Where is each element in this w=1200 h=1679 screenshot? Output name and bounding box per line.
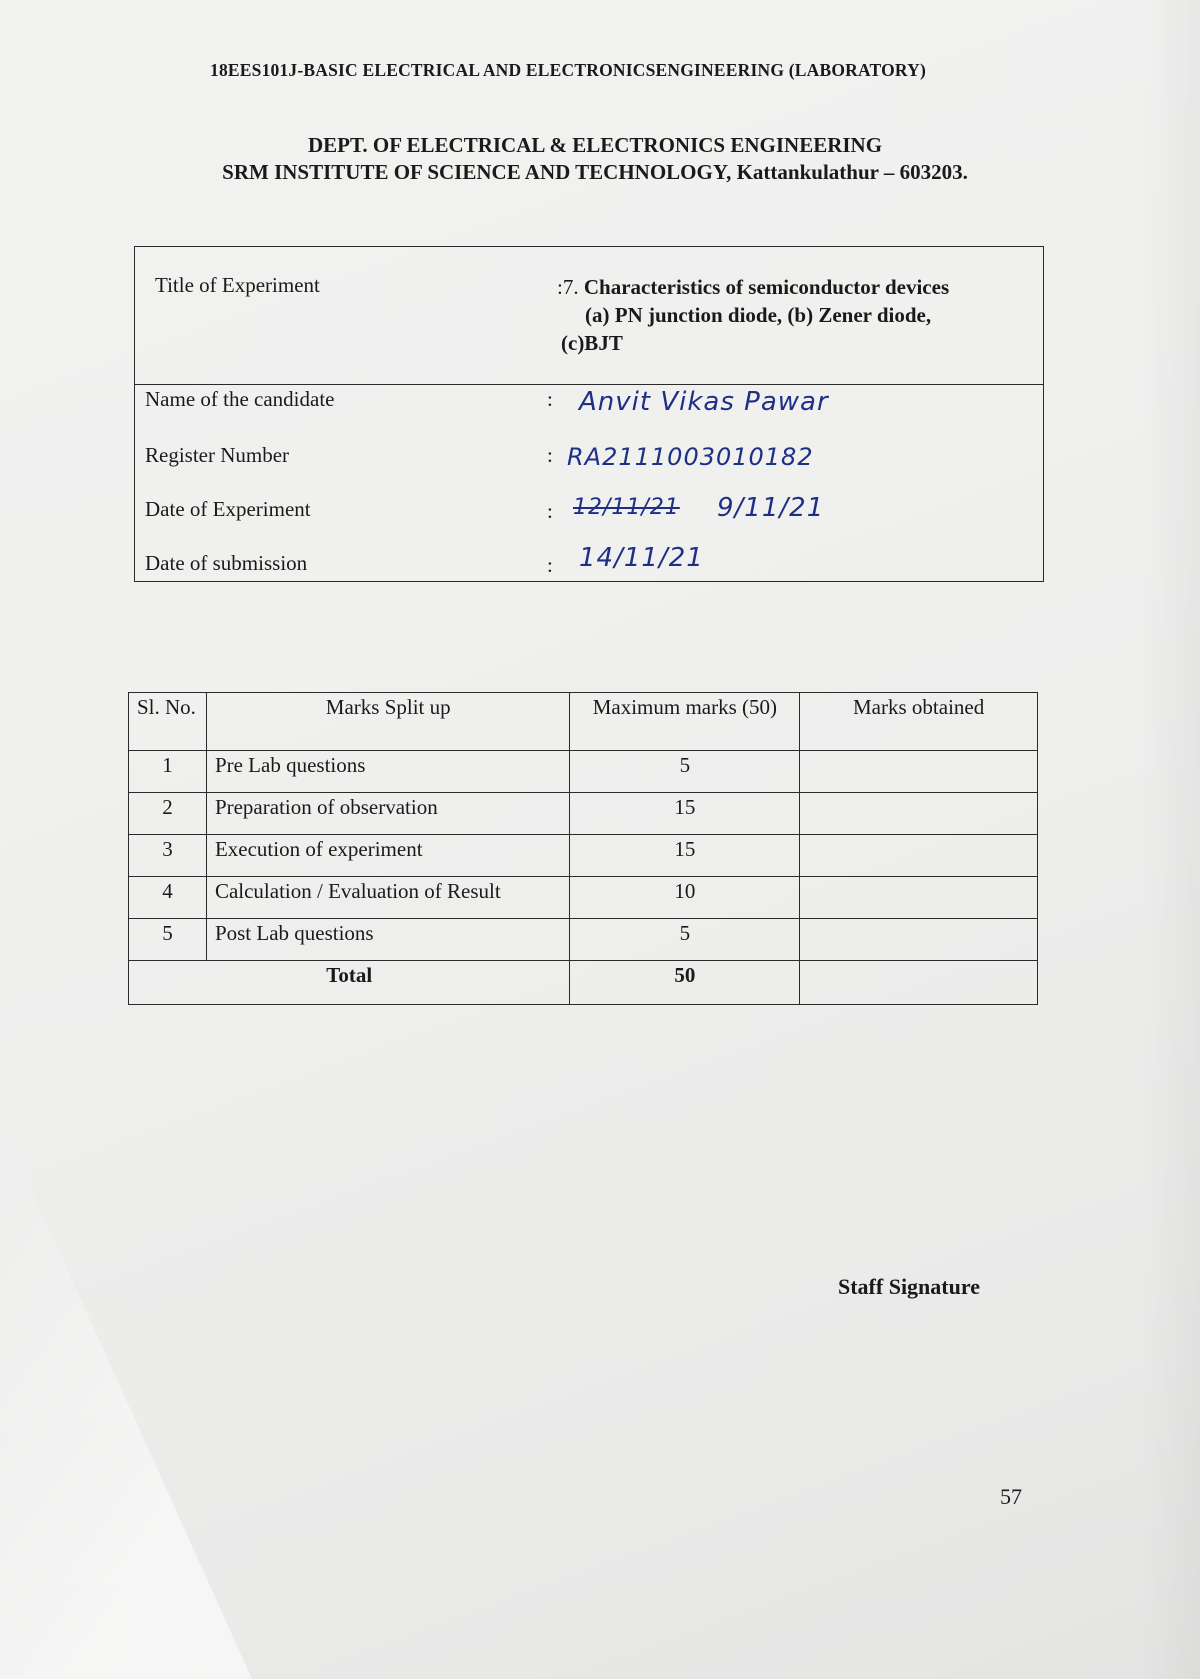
- row-obtained: [800, 751, 1038, 793]
- title-prefix: :7.: [557, 275, 584, 299]
- table-row: [129, 835, 1038, 877]
- info-divider: [135, 384, 1043, 385]
- table-row: [129, 793, 1038, 835]
- header-marks-split: Marks Split up: [206, 693, 570, 751]
- register-colon: :: [547, 443, 553, 467]
- row-number: 2: [129, 793, 207, 835]
- title-line-2: (a) PN junction diode, (b) Zener diode,: [585, 303, 932, 327]
- row-obtained: [800, 919, 1038, 961]
- row-obtained: [800, 877, 1038, 919]
- header-marks-obtained: Marks obtained: [800, 693, 1038, 751]
- title-line-1: Characteristics of semiconductor devices: [583, 275, 950, 299]
- row-item: Calculation / Evaluation of Result: [206, 877, 570, 919]
- row-max: 10: [570, 877, 800, 919]
- course-title: 18EES101J-BASIC ELECTRICAL AND ELECTRONICSENGINEERING (LABORATORY): [210, 60, 926, 80]
- experiment-info-box: [134, 246, 1044, 582]
- total-obtained: [800, 961, 1038, 1005]
- register-number: RA2111003010182: [567, 443, 814, 471]
- row-max: 5: [570, 919, 800, 961]
- name-label: Name of the candidate: [145, 387, 335, 411]
- marks-table: [128, 692, 1038, 1005]
- header-sl-no: Sl. No.: [129, 693, 207, 751]
- date-submission-value: 14/11/21: [579, 543, 704, 573]
- row-max: 5: [570, 751, 800, 793]
- date-experiment-value: 9/11/21: [717, 493, 825, 523]
- register-label: Register Number: [145, 443, 290, 467]
- row-obtained: [800, 835, 1038, 877]
- experiment-title: [557, 273, 949, 357]
- row-max: 15: [570, 793, 800, 835]
- date-experiment-colon: :: [547, 499, 553, 523]
- row-number: 1: [129, 751, 207, 793]
- staff-signature-label: Staff Signature: [838, 1274, 980, 1299]
- row-number: 3: [129, 835, 207, 877]
- row-max: 15: [570, 835, 800, 877]
- paper-edge-shade: [1140, 0, 1200, 1679]
- row-item: Preparation of observation: [206, 793, 570, 835]
- title-label: Title of Experiment: [155, 273, 320, 297]
- date-submission-label: Date of submission: [145, 551, 308, 575]
- row-obtained: [800, 793, 1038, 835]
- department-header: [150, 132, 1040, 186]
- row-item: Post Lab questions: [206, 919, 570, 961]
- row-number: 5: [129, 919, 207, 961]
- page-number: 57: [1000, 1484, 1022, 1509]
- table-row: [129, 919, 1038, 961]
- name-colon: :: [547, 387, 553, 411]
- candidate-name: Anvit Vikas Pawar: [579, 387, 829, 417]
- table-row: [129, 751, 1038, 793]
- total-row: [129, 961, 1038, 1005]
- title-line-3: (c)BJT: [561, 331, 623, 355]
- row-number: 4: [129, 877, 207, 919]
- header-max-marks: Maximum marks (50): [570, 693, 800, 751]
- department-name: DEPT. OF ELECTRICAL & ELECTRONICS ENGINEERING: [307, 133, 883, 157]
- total-label: Total: [129, 961, 570, 1005]
- table-row: [129, 877, 1038, 919]
- date-experiment-label: Date of Experiment: [145, 497, 311, 521]
- date-submission-colon: :: [547, 553, 553, 577]
- row-item: Pre Lab questions: [206, 751, 570, 793]
- table-header-row: [129, 693, 1038, 751]
- total-max: 50: [570, 961, 800, 1005]
- date-experiment-struck: 12/11/21: [573, 495, 680, 520]
- row-item: Execution of experiment: [206, 835, 570, 877]
- institute-name: SRM INSTITUTE OF SCIENCE AND TECHNOLOGY, Kattankulathur – 603203.: [222, 160, 968, 184]
